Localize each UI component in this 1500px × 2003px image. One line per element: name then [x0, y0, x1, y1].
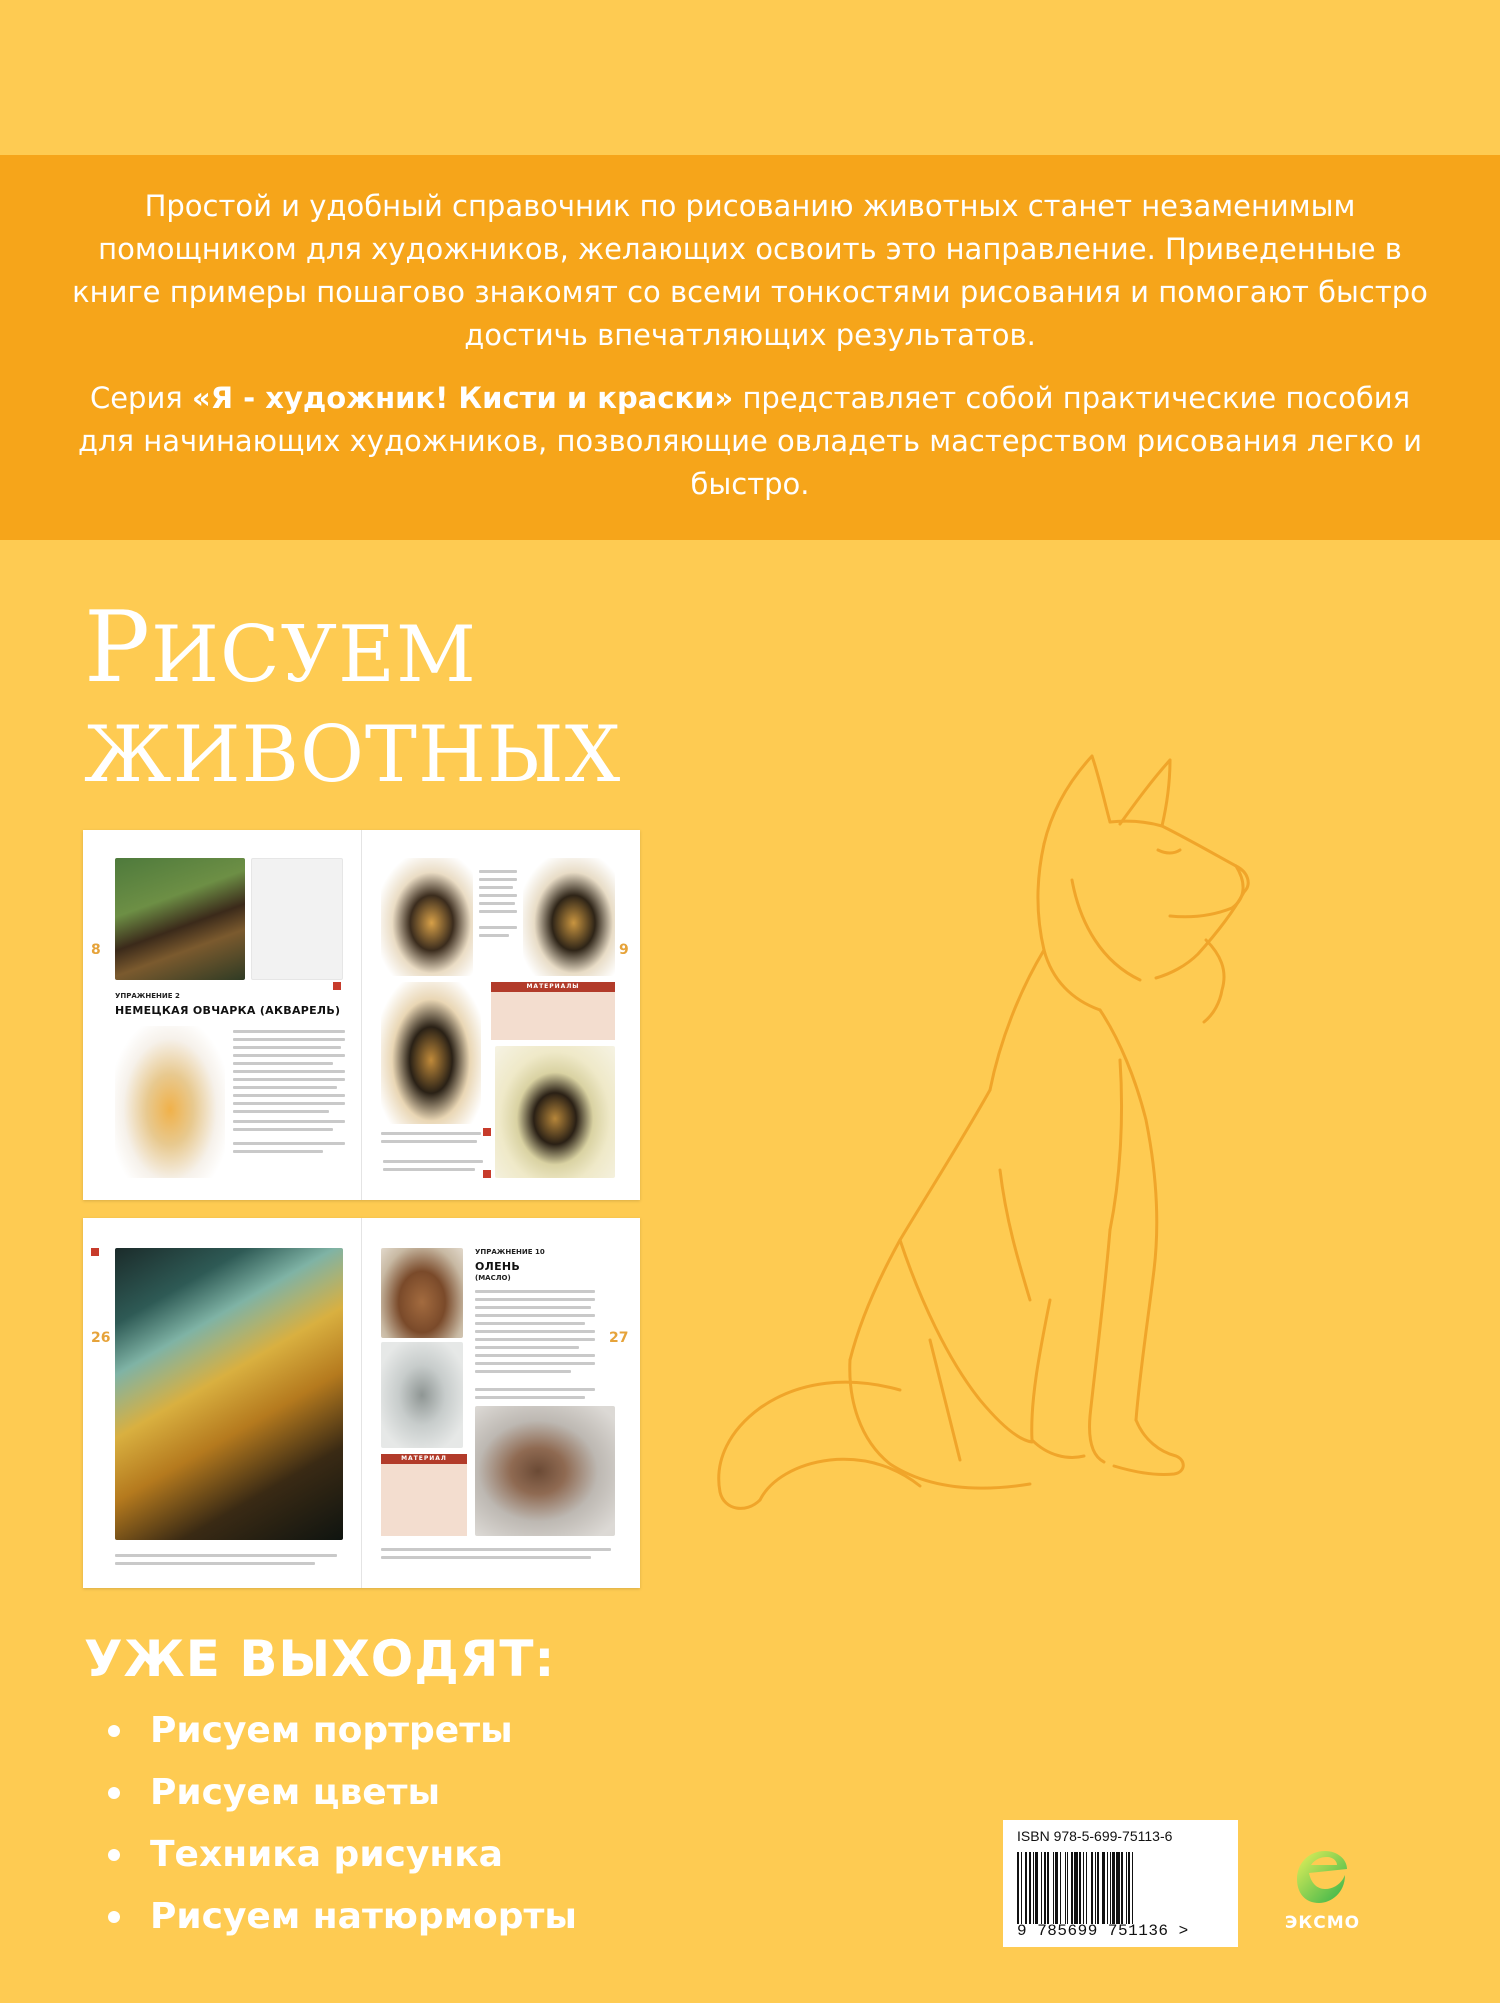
watercolor-step-2: [381, 858, 473, 976]
list-item: Рисуем портреты: [108, 1700, 577, 1762]
barcode-bars-icon: [1017, 1852, 1224, 1924]
description-paragraph-1: Простой и удобный справочник по рисованию животных станет незаменимым помощником для художников, желающих освоить это направление. Приведенные в книге примеры пошагово знакомят со всеми тонкостями рисования и помогают быстро достичь впечатляющих результатов.: [72, 189, 1428, 352]
sketch-deer: [381, 1342, 463, 1448]
exercise-title: ОЛЕНЬ: [475, 1260, 521, 1273]
page-number: 8: [91, 942, 101, 958]
materials-box: МАТЕРИАЛ: [381, 1454, 467, 1536]
description-band: [0, 155, 1500, 540]
preview-spread-deer: [83, 1218, 640, 1588]
exercise-label: УПРАЖНЕНИЕ 2: [115, 992, 180, 1000]
coming-soon-heading: УЖЕ ВЫХОДЯТ:: [84, 1630, 556, 1688]
materials-box: МАТЕРИАЛЫ: [491, 982, 615, 1040]
series-name: «Я - художник! Кисти и краски»: [191, 381, 734, 415]
barcode-digits: 9 785699 751136 >: [1017, 1922, 1189, 1940]
list-item: Рисуем натюрморты: [108, 1886, 577, 1948]
isbn-number: ISBN 978-5-699-75113-6: [1017, 1828, 1173, 1844]
page-number: 27: [609, 1330, 629, 1346]
exercise-subtitle: (МАСЛО): [475, 1274, 511, 1282]
isbn-barcode: [1003, 1820, 1238, 1947]
watercolor-final: [495, 1046, 615, 1178]
eksmo-logo-icon: [1291, 1835, 1355, 1907]
painting-deer-progress: [475, 1406, 615, 1536]
watercolor-step-3: [523, 858, 615, 976]
list-item: Техника рисунка: [108, 1824, 577, 1886]
page-number: 26: [91, 1330, 111, 1346]
page-number: 9: [619, 942, 629, 958]
exercise-title: НЕМЕЦКАЯ ОВЧАРКА (АКВАРЕЛЬ): [115, 1004, 341, 1017]
list-item: Рисуем цветы: [108, 1762, 577, 1824]
publisher-name: ЭКСМО: [1284, 1913, 1361, 1933]
bullet-icon: [108, 1725, 120, 1737]
coming-soon-list: [108, 1700, 577, 1948]
bullet-icon: [108, 1787, 120, 1799]
painting-iguana: [115, 1248, 343, 1540]
photo-shepherd: [115, 858, 245, 980]
bullet-icon: [108, 1849, 120, 1861]
watercolor-shepherd: [115, 1026, 225, 1178]
sketch-shepherd: [251, 858, 343, 980]
exercise-label: УПРАЖНЕНИЕ 10: [475, 1248, 545, 1256]
book-title-line-1: РИСУЕМ: [84, 591, 477, 705]
book-title: [84, 591, 622, 805]
publisher-logo: [1275, 1835, 1370, 1945]
preview-spread-shepherd: [83, 830, 640, 1200]
dog-sketch-illustration: [700, 740, 1320, 1540]
bullet-icon: [108, 1911, 120, 1923]
book-title-line-2: ЖИВОТНЫХ: [84, 710, 622, 800]
watercolor-step-4: [381, 982, 481, 1124]
photo-deer: [381, 1248, 463, 1338]
description-paragraph-2: Серия «Я - художник! Кисти и краски» представляет собой практические пособия для начинающих художников, позволяющие овладеть мастерством рисования легко и быстро.: [77, 381, 1422, 501]
